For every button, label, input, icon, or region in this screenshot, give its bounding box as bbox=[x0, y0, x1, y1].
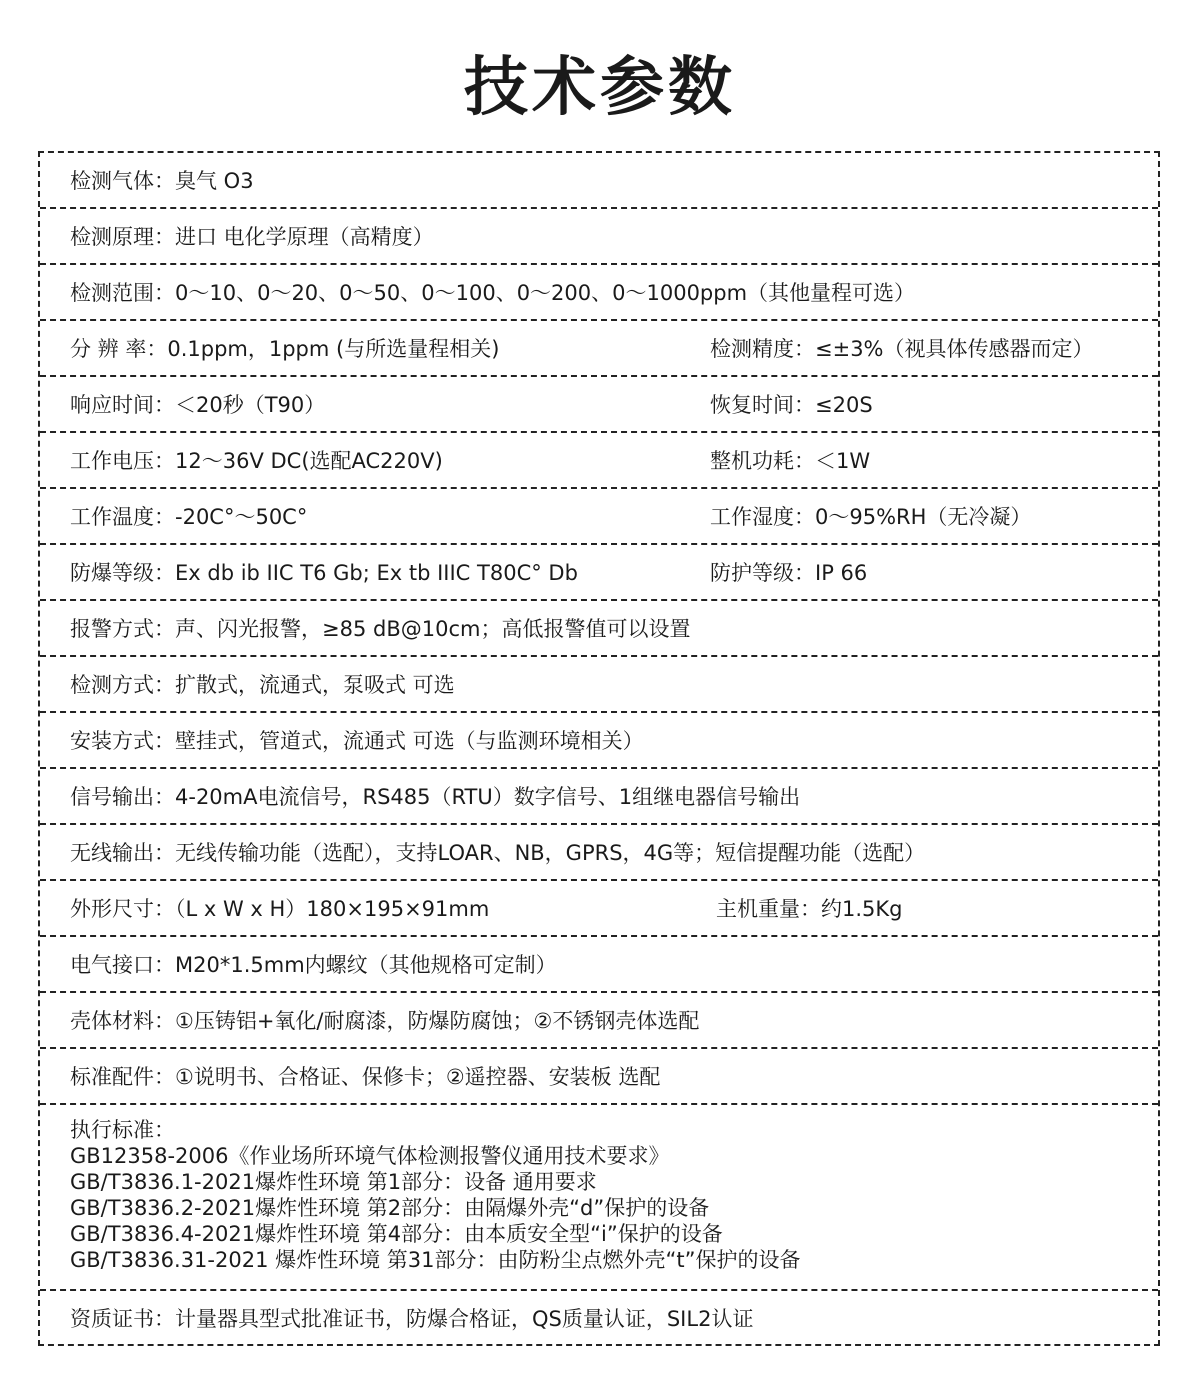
spec-alarm: 报警方式：声、闪光报警，≥85 dB@10cm；高低报警值可以设置 bbox=[70, 617, 691, 641]
standard-line: GB12358-2006《作业场所环境气体检测报警仪通用技术要求》 bbox=[70, 1144, 670, 1168]
spec-row-alarm bbox=[40, 601, 1158, 657]
standards-block bbox=[70, 1117, 801, 1273]
standard-line: GB/T3836.4-2021爆炸性环境 第4部分：由本质安全型“i”保护的设备 bbox=[70, 1222, 723, 1246]
spec-table bbox=[38, 151, 1160, 1346]
spec-housing-material: 壳体材料：①压铸铝+氧化/耐腐漆，防爆防腐蚀；②不锈钢壳体选配 bbox=[70, 1009, 700, 1033]
spec-principle: 检测原理：进口 电化学原理（高精度） bbox=[70, 225, 434, 249]
spec-row-housing bbox=[40, 993, 1158, 1049]
spec-row-dimensions bbox=[40, 881, 1158, 937]
spec-detection-mode: 检测方式：扩散式，流通式，泵吸式 可选 bbox=[70, 673, 455, 697]
standard-line: GB/T3836.1-2021爆炸性环境 第1部分：设备 通用要求 bbox=[70, 1170, 597, 1194]
spec-row-resolution bbox=[40, 321, 1158, 377]
spec-gas: 检测气体：臭气 O3 bbox=[70, 169, 254, 193]
standards-label: 执行标准： bbox=[70, 1118, 175, 1142]
spec-accuracy: 检测精度：≤±3%（视具体传感器而定） bbox=[710, 337, 1094, 361]
spec-installation: 安装方式：壁挂式，管道式，流通式 可选（与监测环境相关） bbox=[70, 729, 644, 753]
page-title: 技术参数 bbox=[464, 51, 736, 125]
spec-voltage: 工作电压：12～36V DC(选配AC220V) bbox=[70, 449, 443, 473]
spec-row-signal bbox=[40, 769, 1158, 825]
spec-row-response bbox=[40, 377, 1158, 433]
spec-electrical-interface: 电气接口：M20*1.5mm内螺纹（其他规格可定制） bbox=[70, 953, 557, 977]
spec-dimensions: 外形尺寸：（L x W x H）180×195×91mm bbox=[70, 897, 490, 921]
spec-humidity: 工作湿度：0～95%RH（无冷凝） bbox=[710, 505, 1032, 529]
spec-power: 整机功耗：＜1W bbox=[710, 449, 871, 473]
spec-explosion-grade: 防爆等级：Ex db ib IIC T6 Gb; Ex tb IIIC T80C° Db bbox=[70, 561, 578, 585]
spec-certificates: 资质证书：计量器具型式批准证书，防爆合格证，QS质量认证，SIL2认证 bbox=[70, 1306, 754, 1331]
spec-row-accessories bbox=[40, 1049, 1158, 1105]
spec-row-range bbox=[40, 265, 1158, 321]
spec-row-temperature bbox=[40, 489, 1158, 545]
spec-row-wireless bbox=[40, 825, 1158, 881]
spec-accessories: 标准配件：①说明书、合格证、保修卡；②遥控器、安装板 选配 bbox=[70, 1065, 661, 1089]
spec-recovery-time: 恢复时间：≤20S bbox=[710, 393, 873, 417]
spec-row-principle bbox=[40, 209, 1158, 265]
spec-row-interface bbox=[40, 937, 1158, 993]
standard-line: GB/T3836.2-2021爆炸性环境 第2部分：由隔爆外壳“d”保护的设备 bbox=[70, 1196, 710, 1220]
spec-row-standards bbox=[40, 1105, 1158, 1291]
spec-weight: 主机重量：约1.5Kg bbox=[716, 897, 903, 921]
spec-temperature: 工作温度：-20C°～50C° bbox=[70, 505, 308, 529]
standard-line: GB/T3836.31-2021 爆炸性环境 第31部分：由防粉尘点燃外壳“t”保护的设备 bbox=[70, 1248, 801, 1272]
spec-signal-output: 信号输出：4-20mA电流信号，RS485（RTU）数字信号、1组继电器信号输出 bbox=[70, 785, 801, 809]
spec-row-voltage bbox=[40, 433, 1158, 489]
spec-range: 检测范围：0～10、0～20、0～50、0～100、0～200、0～1000ppm（其他量程可选） bbox=[70, 281, 916, 305]
spec-response-time: 响应时间：＜20秒（T90） bbox=[70, 393, 326, 417]
spec-row-certificates bbox=[40, 1291, 1158, 1344]
spec-resolution: 分 辨 率：0.1ppm，1ppm (与所选量程相关) bbox=[70, 337, 500, 361]
spec-row-installation bbox=[40, 713, 1158, 769]
spec-wireless-output: 无线输出：无线传输功能（选配），支持LOAR、NB，GPRS，4G等；短信提醒功能（选配） bbox=[70, 841, 926, 865]
spec-row-explosion bbox=[40, 545, 1158, 601]
spec-protection-grade: 防护等级：IP 66 bbox=[710, 561, 868, 585]
spec-row-detection-mode bbox=[40, 657, 1158, 713]
spec-row-gas bbox=[40, 153, 1158, 209]
